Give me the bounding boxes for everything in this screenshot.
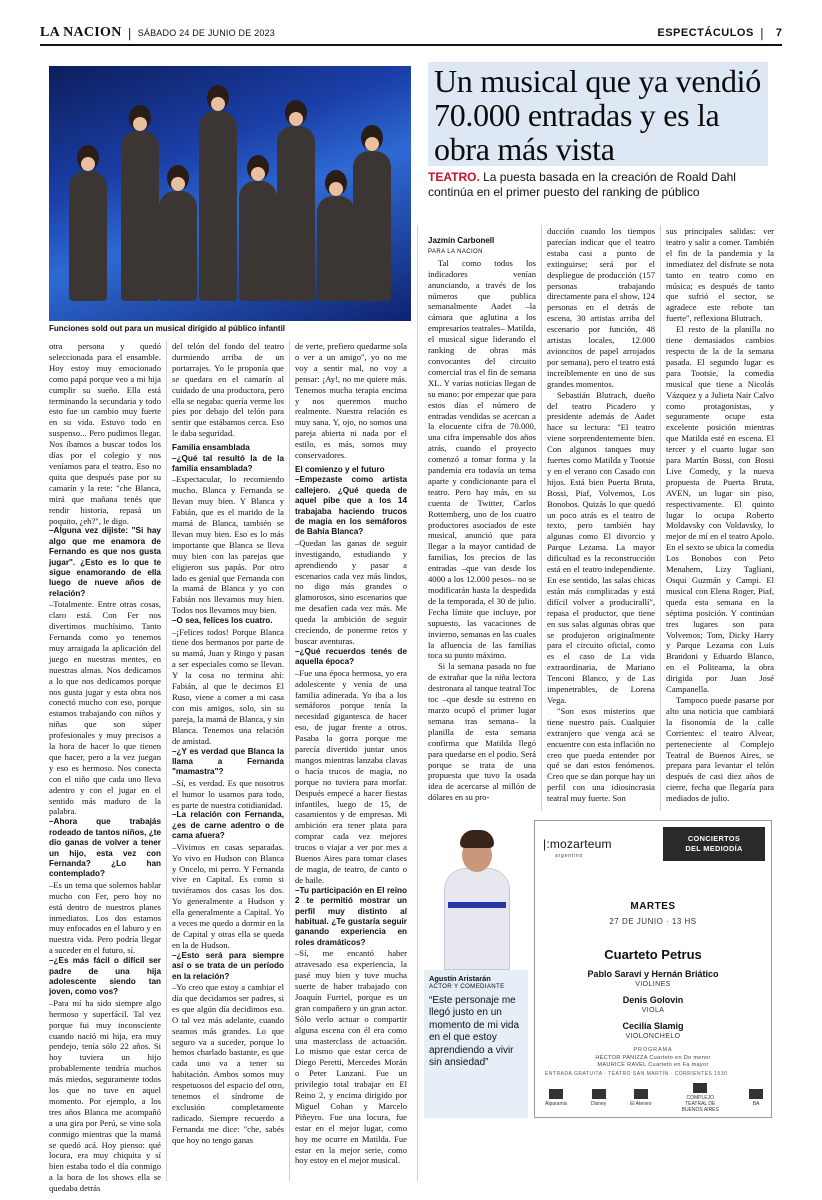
performer-figure — [121, 131, 159, 301]
answer: –Es un tema que solemos hablar mucho con Fer, pero hoy no está dentro de nuestros planes inmediatos. Los dos estamos muy enfocados en el laburo y en nuestra vida. Pero podría llegar a suceder en el futuro, sí. — [49, 879, 161, 956]
photo-caption: Funciones sold out para un musical dirigido al público infantil — [49, 324, 286, 333]
newspaper-name: LA NACION — [40, 25, 122, 40]
masthead — [40, 22, 782, 46]
question: –O sea, felices los cuatro. — [172, 616, 273, 626]
answer: –Totalmente. Entre otras cosas, claro está. Con Fer nos divertimos muchísimo. Tanto Fernanda como yo tenemos muy arraigada la aplicación del juego en nuestras mentes, en nuestras almas. Nos dedicamos a lo que nos dedicamos porque nos gusta jugar y esta obra nos conectó mucho con eso, porque estamos trabajando con niños y niñas que son súper profesionales y muy precisos a la hora de hacer lo que tienen que hacer, pero a la vez juegan y eso es hermoso. Nos conecta con el niño que cada uno lleva adentro y con el jugar en el sentido más maduro de la palabra. — [49, 599, 161, 817]
subhead: Familia ensamblada — [172, 443, 250, 453]
sponsor-strip — [545, 1085, 763, 1111]
concert-series-badge — [663, 827, 765, 861]
sponsor-logo: BA — [749, 1089, 763, 1107]
answer: –Para mí ha sido siempre algo hermoso y superfácil. Tal vez porque fui muy inconsciente cuando nació mi hija, era muy pendejo, tenía sólo 22 años. Si hoy tuviera un hijo probablemente tendría muchos más miedos, seguramente todos los que no tuve en aquel momento. Por ejemplo, a los tres años Blanca me acompañó a una gira por Perú, se vino sola conmigo mientras que la mamá se quedó acá. Hoy pienso: qué locura, era muy chiquita y sí bien estaba todo el día conmigo a la hora de los shows ella se quedaba detrás — [49, 997, 161, 1194]
interview-column-3 — [295, 341, 407, 1181]
badge-line: DEL MEDIODÍA — [685, 844, 743, 853]
concert-day: MARTES — [630, 901, 676, 912]
actor-sidebar — [424, 820, 528, 1118]
paragraph: Sebastián Blutrach, dueño del teatro Picadero y presidente además de Aadet hace su lectura: "El teatro viene sorprendentemente bien. Con algunos tanques muy fuertes como Matilda y Tootsie y en el verano con Casado con hijos. Está bien Puerta Bruta, Bossi, Piaf, Volvemos, Los Bonobos. Quizás lo que quedó un poco atrás es el teatro de texto, pero también hay algunas como El divorcio y Parque Lezama. La mayor dificultad es la reconstrucción está en el teatro independiente. En ese sentido, las salas chicas están más complicadas y está difícil volver a producirallí", repasa el productor, que tiene en sus salas algunas obras que se produjeron originalmente para el circuito oficial, como es el caso de La vida extraordinaria, de Mariano Tenconi Blanco, y de Las impenetrables, de Lorena Vega. — [547, 389, 655, 705]
subhead: El comienzo y el futuro — [295, 464, 385, 474]
performer-figure — [199, 111, 237, 301]
answer: –Vivimos en casas separadas. Yo vivo en Hudson con Blanca y Oncelo, mi perro. Y Fernanda vive en Capital. Es como si tuviéramos dos casas los dos. Yo generalmente a Hudson y ella generalmente a Capital. Yo a veces me quedo a dormir en la de Capital y otras ella se queda en la de Hudson. — [172, 841, 284, 950]
sponsor-mark-icon — [592, 1089, 606, 1099]
performer-instrument: VIOLA — [641, 1007, 665, 1014]
masthead-separator: | — [759, 26, 764, 40]
performer-figure — [239, 181, 277, 301]
performer-name: Pablo Saraví y Hernán Briático — [587, 969, 719, 979]
sponsor-logo: El Ateneo — [630, 1089, 651, 1107]
question: –Ahora que trabajás rodeado de tantos niños, ¿te dio ganas de volver a tener un hijo, esta vez con Fernanda? ¿Lo han contemplado? — [49, 817, 161, 879]
actor-costume-stripe — [448, 902, 506, 908]
headline: Un musical que ya vendió 70.000 entradas y es la obra más vista — [434, 63, 761, 167]
actor-body — [444, 868, 510, 970]
actor-quote: “Este personaje me llegó justo en un momento de mi vida en el que estoy aprendiendo a vivir sin ansiedad” — [429, 995, 520, 1069]
performer-instrument: VIOLINES — [635, 981, 671, 988]
interview-column-1 — [49, 341, 161, 1194]
paragraph: Si la semana pasada no fue de extrañar que la niña lectora destronara al tanque teatral Toc toc –que desde su estreno en marzo ocupó el primer lugar semana tras semana– la planilla de esta semana confirma que Matilda llegó para quedarse en el podio. Será porque se trata de una propuesta que tuvo la osada idea de acercarse al millón de dólares en su pro- — [428, 661, 536, 803]
performer-figure — [69, 171, 107, 301]
paragraph: ducción cuando los tiempos parecían indicar que el teatro estaba casi a punto de extinguirse; será por el despliegue de producción (157 personas trabajando directamente para el show, 124 personas en el detrás de escena, 30 artistas arriba del escenario por función, 48 artistas locales, 12.000 avioncitos de papel arrojados por semana), pero el teatro está increíblemente en uno de sus grandes momentos. — [547, 226, 655, 389]
column-rule — [289, 341, 290, 1181]
question: –Tu participación en El reino 2 te permitió mostrar un perfil muy distinto al habitual. ¿Te gustaría seguir ganando experiencia en roles dramáticos? — [295, 885, 407, 947]
actor-quote-box — [424, 970, 528, 1118]
article-column-3 — [666, 226, 774, 808]
column-rule — [417, 225, 418, 1181]
performer-figure — [277, 126, 315, 301]
issue-date: SÁBADO 24 DE JUNIO DE 2023 — [137, 28, 275, 38]
question: –¿Qué tal resultó la de la familia ensamblada? — [172, 453, 284, 473]
actor-hair — [460, 830, 494, 848]
sponsor-logo: Alparamis — [545, 1089, 567, 1107]
answer: –Yo creo que estoy a cambiar el día que decidamos ser padres, si es que algún día decidimos eso. O tal vez más adelante, cuando seamos más grandes. Lo que seguro va a suceder, porque lo hemos charlado bastante, es que cada uno va a tener su habitación. Ambos somos muy respetuosos del espacio del otro, tenemos el síndrome de exclusión completamente radicado. Siempre recuerdo a Fernanda me dice: "che, sabés que hoy no tengo ganas — [172, 981, 284, 1145]
sponsor-logo: COMPLEJO TEATRAL DE BUENOS AIRES — [675, 1083, 725, 1113]
program-heading: PROGRAMA — [633, 1047, 673, 1053]
interview-column-2 — [172, 341, 284, 1181]
answer: –Quedan las ganas de seguir investigando, estudiando y aprendiendo y pasar a escenarios cada vez más lindos, no digo más grandes o glamorosos, sino escenarios que me desafíen cada vez más. Me queda la ambición de seguir creciendo, de ponerme retos y buscar aventuras. — [295, 537, 407, 646]
paragraph: El resto de la planilla no tiene demasiados cambios respecto de la de la semana pasada. El segundo lugar es para Tootsie, la comedia musical que tiene a Nicolás Vázquez y a Julieta Nair Calvo como protagonistas, y seguramente ocupe esta excelente posición mientras que Matilda esté en escena. El tercer y el cuarto lugar son para Martín Bossi, con Bossi Live Comedy, y la nueva propuesta de Puerta Bruta, AVEN, un lugar sin piso, respectivamente. El quinto lugar lo ocupa Roberto Moldavsky con Voldavsky, lo mejor de mí en el teatro Apolo. En el sexto se ubica la comedia Los Bonobos con Peto Menahem, Lizy Tagliani, Osqui Guzmán y Campi. El musical con Elena Roger, Piaf, queda esta semana en la séptima posición. Y continúan tres lugares son para Volvemos; Tom, Dicky Harry y Parque Lezama con Luis Brandoni y Eduardo Blanco, en el Politeama, la obra dirigida por Juan José Campanella. — [666, 324, 774, 695]
article-column-1 — [428, 236, 536, 808]
performer-name: Cecilia Slamig — [622, 1021, 684, 1031]
column-rule — [166, 341, 167, 1181]
concert-datetime: 27 DE JUNIO · 13 HS — [609, 917, 697, 926]
deck-text: La puesta basada en la creación de Roald Dahl continúa en el primer puesto del ranking de público — [428, 170, 736, 199]
actor-role: ACTOR Y COMEDIANTE — [429, 983, 505, 990]
paragraph: de verte, prefiero quedarme sola o ver a un amigo", yo no me voy a sentir mal, no voy a pensar: ¡Ay!, no me quiere más. Tenemos mucha terapia encima y nos queremos mucho realmente. Nuestra relación es muy sana. Y, ojo, no somos una pareja abierta ni nada por el estilo, es más, somos muy conservadores. — [295, 341, 407, 461]
paragraph: Tampoco puede pasarse por alto una noticia que cambiará la fisonomía de la calle Corrientes: el teatro Alvear, perteneciente al Complejo Teatral de Buenos Aires, se prepara para levantar el telón después de casi diez años de cierre, fecha que llegaría para mediados de julio. — [666, 694, 774, 804]
concert-title: Cuarteto Petrus — [604, 947, 702, 962]
page-number: 7 — [775, 27, 782, 39]
article-column-2 — [547, 226, 655, 808]
headline-box — [428, 62, 768, 166]
sponsor-mark-icon — [549, 1089, 563, 1099]
paragraph: del telón del fondo del teatro durmiendo arriba de un portarrajes. Yo le proponía que se quedara en el camarín al cuidado de una productora, pero ella se negaba: quería verme los pies por debajo del telón para sentir que estábamos cerca. Eso le daba seguridad. — [172, 341, 284, 439]
performer-figure — [353, 151, 391, 301]
question: –¿Es más fácil o difícil ser padre de una hija adolescente siendo tan joven, como vos? — [49, 956, 161, 997]
paragraph: "Son esos misterios que tiene nuestro país. Cualquier extranjero que venga acá se encuentre con esta inflación no creo que pueda entender por qué se dan estos fenómenos. Creo que se dan porque hay un perfil con una idiosincrasia teatral muy fuerte. Son — [547, 705, 655, 804]
mozarteum-logo-sub: argentino — [555, 853, 584, 859]
actor-photo — [424, 820, 528, 970]
sponsor-mark-icon — [693, 1083, 707, 1093]
answer: –Fue una época hermosa, yo era adolescente y venía de una familia adinerada. Yo iba a los semáforos porque tenía la necesidad gigantesca de hacer eso, de jugar frente a otros. Pasaba la gorra porque me parecía divertido juntar unos mangos mientras lanzaba clavas o hacía trucos de magia, no porque no tuviera para morfar. Después empecé a hacer fiestas infantiles, luego de 15, de casamientos y de empresas. Mi ambición era tener plata para comprar cada vez mejores trucos o viajar a ver por mes a Buenos Aires para tomar clases de magia, de teatro, de canto o de baile. — [295, 667, 407, 885]
paragraph: Tal como todos los indicadores venían anunciando, a través de los números que publica semanalmente Aadet –la cámara que aglutina a los empresarios teatrales– Matilda, el musical sigue liderando el ranking de obras más convocantes del circuito comercial tras el fin de semana XL. Y varias noticias llegan de su mano: por empezar que para estos días el número de entradas vendidas se acercan a la elocuente cifra de 70.000, una cifra impensable dos años atrás, cuando el proyecto comenzó a tomar forma y la pandemia era todavía un tema aparte y condicionante para el teatro. Pero hay más, en su cuenta de Twitter, Carlos Rottemberg, uno de los cuatro productores asociados de este musical, anunció que para llegar a la mayor cantidad de familias, los precios de las entradas –que van desde los 4000 a los 12.000 pesos– no se modificarán hasta la despedida de la temporada, el 30 de julio. Fecha límite que incluye, por supuesto, las vacaciones de invierno, semanas en las cuales la afluencia de las familias toca su punto máximo. — [428, 257, 536, 661]
question: –Empezaste como artista callejero. ¿Qué queda de aquel pibe que a los 14 trabajaba haciendo trucos de magia en los semáforos de Bahía Blanca? — [295, 475, 407, 537]
answer: –Espectacular, lo recomiendo mucho. Blanca y Fernanda se llevan muy bien. Y Blanca y Fabián, que es el marido de la mamá de Blanca, también se llevan muy bien. Eso es lo más importante que Blanca se lleva muy bien con las parejas que eligieron sus papás. Por otro lado es genial que Fernanda con la mamá de Blanca y yo con Fabián nos llevamos muy bien. Todos nos llevamos muy bien. — [172, 474, 284, 616]
answer: –Sí, es verdad. Es que nosotros el humor lo usamos para todo, es parte de nuestra cotidianidad. — [172, 777, 284, 810]
performer-name: Denis Golovin — [622, 995, 684, 1005]
question: –¿Y es verdad que Blanca la llama a Fernanda "mamastra"? — [172, 746, 284, 777]
musical-photo — [49, 66, 411, 321]
question: –Alguna vez dijiste: "Si hay algo que me enamora de Fernando es que nos gusta jugar". ¿Esto es lo que te sigue enamorando de ella luego de nueve años de relación? — [49, 526, 161, 598]
byline: Jazmín Carbonell — [428, 236, 495, 245]
answer: –¡Felices todos! Porque Blanca tiene dos hermanos por parte de su mamá, Juan y Ringo y pasan a ser especiales como se llevan. Y la cosa no termina ahí: Fabián, al que le decimos El Ruso, viene a comer a mi casa con mis amigos, solo, sin su pareja, la mamá de Blanca, y sin Blanca. Tenemos una relación de amistad. — [172, 626, 284, 746]
program-item: MAURICE RAVEL Cuarteto en Fa mayor — [597, 1062, 709, 1068]
deck-kicker: TEATRO. — [428, 170, 480, 184]
concert-ad — [534, 820, 772, 1118]
answer: –Sí, me encantó haber atravesado esa experiencia, la pasé muy bien y tuve mucha suerte de haber trabajado con Joaquín Furriel, porque es un gran compañero y un gran actor. Sólo verlo actuar o compartir alguna escena con él era como una masterclass de actuación. Lo mismo que estar cerca de Diego Peretti, Mercedes Morán o Peter Lanzani. Fue un privilegio total trabajar en El Reino 2, y encima dirigido por Miguel Cohan y Marcelo Piñeyro. Fue una locura, fue estar en el mejor lugar, como hoy me ocurre en Matilda. Fue estar en la mejor serie, como hoy estoy en el mejor musical. — [295, 948, 407, 1166]
badge-line: CONCIERTOS — [687, 834, 741, 843]
sponsor-mark-icon — [749, 1089, 763, 1099]
program-item: HÉCTOR PANIZZA Cuarteto en Do menor — [595, 1055, 711, 1061]
byline-org: PARA LA NACION — [428, 248, 483, 255]
deck — [428, 170, 768, 200]
mozarteum-logo: |:mozarteum — [543, 837, 612, 851]
sponsor-mark-icon — [634, 1089, 648, 1099]
question: –¿Esto será para siempre así o se trata de un período en la relación? — [172, 950, 284, 981]
performer-figure — [159, 191, 197, 301]
performer-instrument: VIOLONCHELO — [625, 1033, 681, 1040]
section-name: ESPECTÁCULOS — [657, 27, 754, 39]
column-rule — [541, 225, 542, 811]
question: –¿Qué recuerdos tenés de aquella época? — [295, 646, 407, 667]
ad-footer: ENTRADA GRATUITA · TEATRO SAN MARTÍN · CORRIENTES 1530 — [545, 1071, 728, 1077]
sponsor-logo: Disney — [591, 1089, 606, 1107]
column-rule — [660, 225, 661, 811]
paragraph: sus principales salidas: ver teatro y salir a comer. También el fin de la pandemia y la inmediatez del disfrute se nota tanto en teatro como en música; es después de tanto que sufrió el sector, se agradece este rebote tan fuerte", reflexiona Blutrach. — [666, 226, 774, 324]
question: –La relación con Fernanda, ¿es de carne adentro o de cama afuera? — [172, 810, 284, 841]
masthead-separator: | — [127, 26, 132, 40]
actor-name: Agustín Aristarán — [429, 974, 491, 983]
paragraph: otra persona y quedó seleccionada para el ensamble. Hoy estoy muy emocionado como papá porque veo a mi hija cumplir su sueño. Ella está terminando la secundaria y todo esto fue un cambio muy fuerte en su vida. Estuvo todo en suspenso... Pero pudimos llegar. Nos íbamos a buscar todos los días por el colegio y nos veníamos para el teatro. Eso no quita que después pase por su camarín y la rete: "che Blanca, mirá que mañana tenés que rendir historia, repasá un poquito, ¿eh?", le digo. — [49, 341, 161, 526]
performer-figure — [317, 196, 355, 301]
